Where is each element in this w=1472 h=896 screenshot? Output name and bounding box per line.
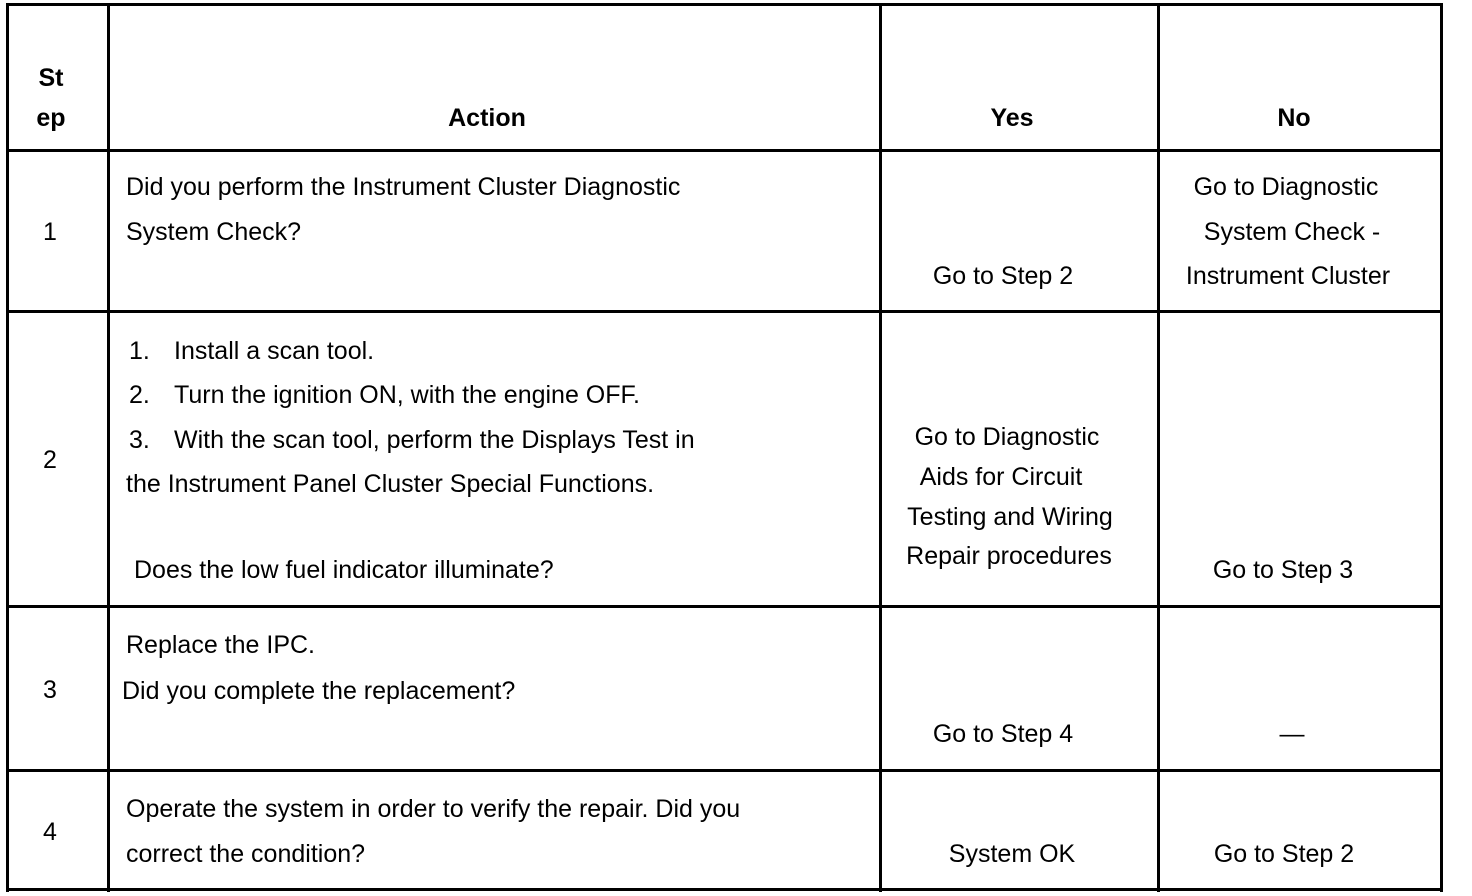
- list-item-number: 3.: [129, 426, 150, 454]
- table-border-right: [1440, 4, 1443, 892]
- header-step-line1: St: [38, 64, 64, 92]
- row-divider-1: [6, 310, 1443, 313]
- header-action: Action: [448, 104, 526, 132]
- row-divider-2: [6, 605, 1443, 608]
- step-number: 4: [43, 818, 57, 846]
- table-border-top: [6, 3, 1443, 6]
- step-number: 3: [43, 676, 57, 704]
- action-text-line: the Instrument Panel Cluster Special Functions.: [126, 470, 655, 498]
- list-item-number: 1.: [129, 337, 150, 365]
- table-border-left: [6, 4, 9, 892]
- column-divider-step-action: [107, 4, 110, 892]
- list-item-text: With the scan tool, perform the Displays Test in: [174, 426, 695, 454]
- action-text-line: System Check?: [126, 218, 302, 246]
- no-outcome-line: Instrument Cluster: [1185, 262, 1391, 290]
- yes-outcome: Go to Step 4: [932, 720, 1074, 748]
- header-divider: [6, 149, 1443, 152]
- no-outcome: —: [1279, 720, 1305, 748]
- table-border-bottom: [6, 888, 1443, 891]
- action-text-line: Operate the system in order to verify the repair. Did you: [126, 795, 741, 823]
- no-outcome-line: Go to Diagnostic: [1193, 173, 1379, 201]
- list-item-text: Turn the ignition ON, with the engine OFF.: [174, 381, 640, 409]
- list-item-number: 2.: [129, 381, 150, 409]
- yes-outcome: System OK: [948, 840, 1076, 868]
- step-number: 1: [43, 218, 57, 246]
- action-text-line: Replace the IPC.: [126, 631, 315, 659]
- yes-outcome-line: Repair procedures: [906, 542, 1112, 570]
- yes-outcome-line: Go to Diagnostic: [914, 423, 1100, 451]
- action-text-line: correct the condition?: [126, 840, 366, 868]
- row-divider-3: [6, 769, 1443, 772]
- no-outcome-line: System Check -: [1203, 218, 1381, 246]
- column-divider-yes-no: [1157, 4, 1160, 892]
- yes-outcome-line: Testing and Wiring: [907, 503, 1113, 531]
- header-yes: Yes: [990, 104, 1034, 132]
- no-outcome: Go to Step 2: [1213, 840, 1355, 868]
- no-outcome: Go to Step 3: [1212, 556, 1354, 584]
- list-item-text: Install a scan tool.: [174, 337, 375, 365]
- yes-outcome: Go to Step 2: [932, 262, 1074, 290]
- action-text-line: Did you perform the Instrument Cluster Diagnostic: [126, 173, 681, 201]
- action-question: Does the low fuel indicator illuminate?: [134, 556, 554, 584]
- step-number: 2: [43, 446, 57, 474]
- header-step-line2: ep: [36, 104, 66, 132]
- column-divider-action-yes: [879, 4, 882, 892]
- action-text-line: Did you complete the replacement?: [122, 677, 516, 705]
- header-no: No: [1277, 104, 1311, 132]
- yes-outcome-line: Aids for Circuit: [919, 463, 1083, 491]
